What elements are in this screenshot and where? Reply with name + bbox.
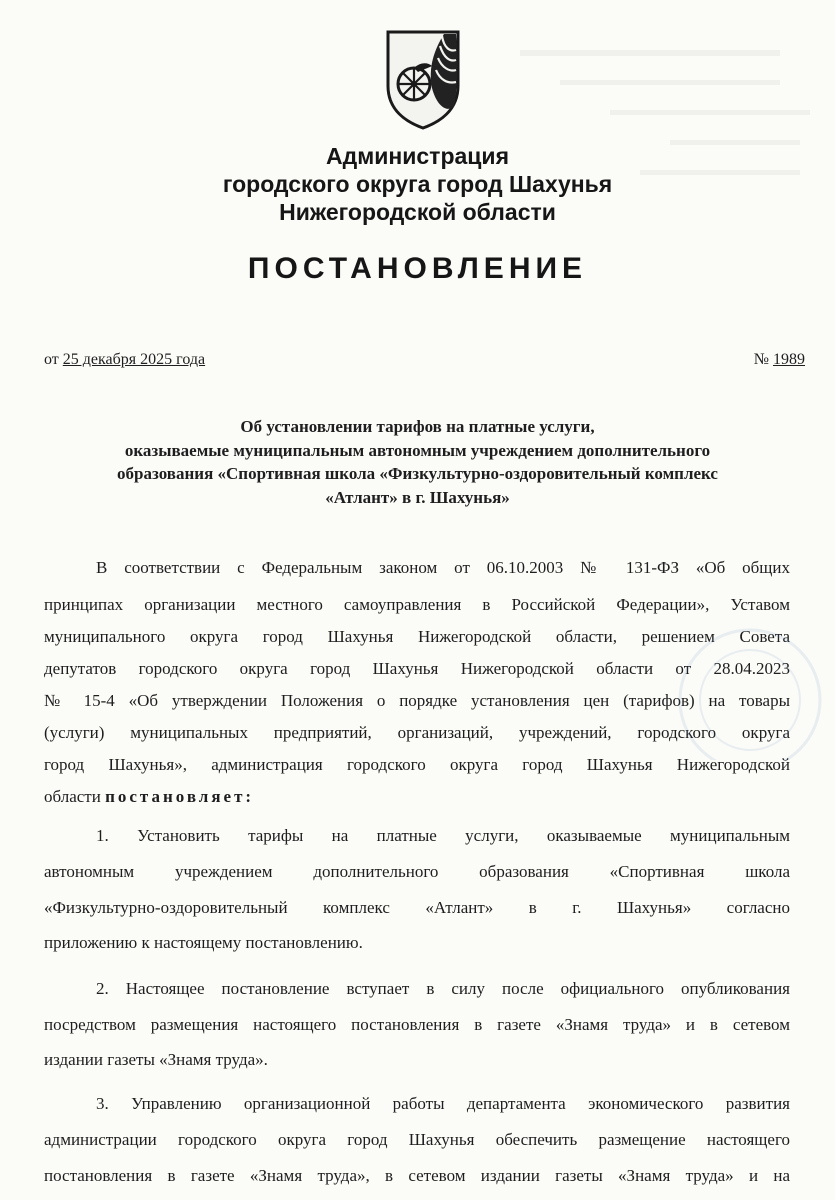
org-name-line-1: Администрация	[326, 143, 509, 169]
preamble-line: депутатов городского округа город Шахунья Нижегородской области от 28.04.2023	[44, 659, 790, 678]
city-coat-of-arms-icon	[384, 28, 462, 130]
item-2-line: 2. Настоящее постановление вступает в силу после официального опубликования	[96, 979, 790, 998]
preamble-last-prefix: области	[44, 787, 106, 806]
item-1-line: 1. Установить тарифы на платные услуги, оказываемые муниципальным	[96, 826, 790, 845]
preamble-line: (услуги) муниципальных предприятий, организаций, учреждений, городского округа	[44, 723, 790, 742]
preamble-line: № 15-4 «Об утверждении Положения о порядке установления цен (тарифов) на товары	[44, 691, 790, 710]
document-title	[40, 415, 795, 509]
faint-stamp	[560, 600, 830, 760]
number-prefix: №	[753, 351, 773, 368]
preamble-line: принципах организации местного самоуправления в Российской Федерации», Уставом	[44, 595, 790, 614]
date-prefix: от	[44, 351, 63, 368]
preamble-line: город Шахунья», администрация городского округа город Шахунья Нижегородской	[44, 755, 790, 774]
title-line: оказываемые муниципальным автономным учреждением дополнительного	[124, 440, 711, 460]
title-line: образования «Спортивная школа «Физкультурно-оздоровительный комплекс	[117, 464, 718, 483]
title-line: Об установлении тарифов на платные услуги,	[240, 417, 595, 436]
preamble-line: муниципального округа город Шахунья Нижегородской области, решением Совета	[44, 627, 790, 646]
decree-word: постановляет:	[105, 787, 255, 806]
document-number	[754, 351, 805, 369]
item-2-line: посредством размещения настоящего постановления в газете «Знамя труда» и в сетевом	[44, 1015, 790, 1034]
item-1-line: приложению к настоящему постановлению.	[44, 933, 363, 952]
item-3-line: постановления в газете «Знамя труда», в сетевом издании газеты «Знамя труда» и на	[44, 1166, 790, 1185]
preamble-last-line	[44, 787, 790, 807]
number-value: 1989	[773, 351, 805, 368]
title-line: «Атлант» в г. Шахунья»	[325, 487, 510, 507]
document-date	[44, 351, 205, 369]
date-value: 25 декабря 2025 года	[62, 351, 206, 368]
item-3-line: 3. Управлению организационной работы департамента экономического развития	[96, 1094, 790, 1113]
item-2-line: издании газеты «Знамя труда».	[44, 1050, 268, 1069]
item-1-line: «Физкультурно-оздоровительный комплекс «Атлант» в г. Шахунья» согласно	[44, 898, 790, 917]
org-name-line-2: городского округа город Шахунья	[222, 171, 613, 197]
document-type-heading: ПОСТАНОВЛЕНИЕ	[247, 252, 588, 285]
preamble-line: В соответствии с Федеральным законом от 06.10.2003 № 131-ФЗ «Об общих	[96, 558, 790, 577]
item-1-line: автономным учреждением дополнительного образования «Спортивная школа	[44, 862, 790, 881]
org-name-line-3: Нижегородской области	[279, 199, 556, 225]
item-3-line: администрации городского округа город Шахунья обеспечить размещение настоящего	[44, 1130, 790, 1149]
